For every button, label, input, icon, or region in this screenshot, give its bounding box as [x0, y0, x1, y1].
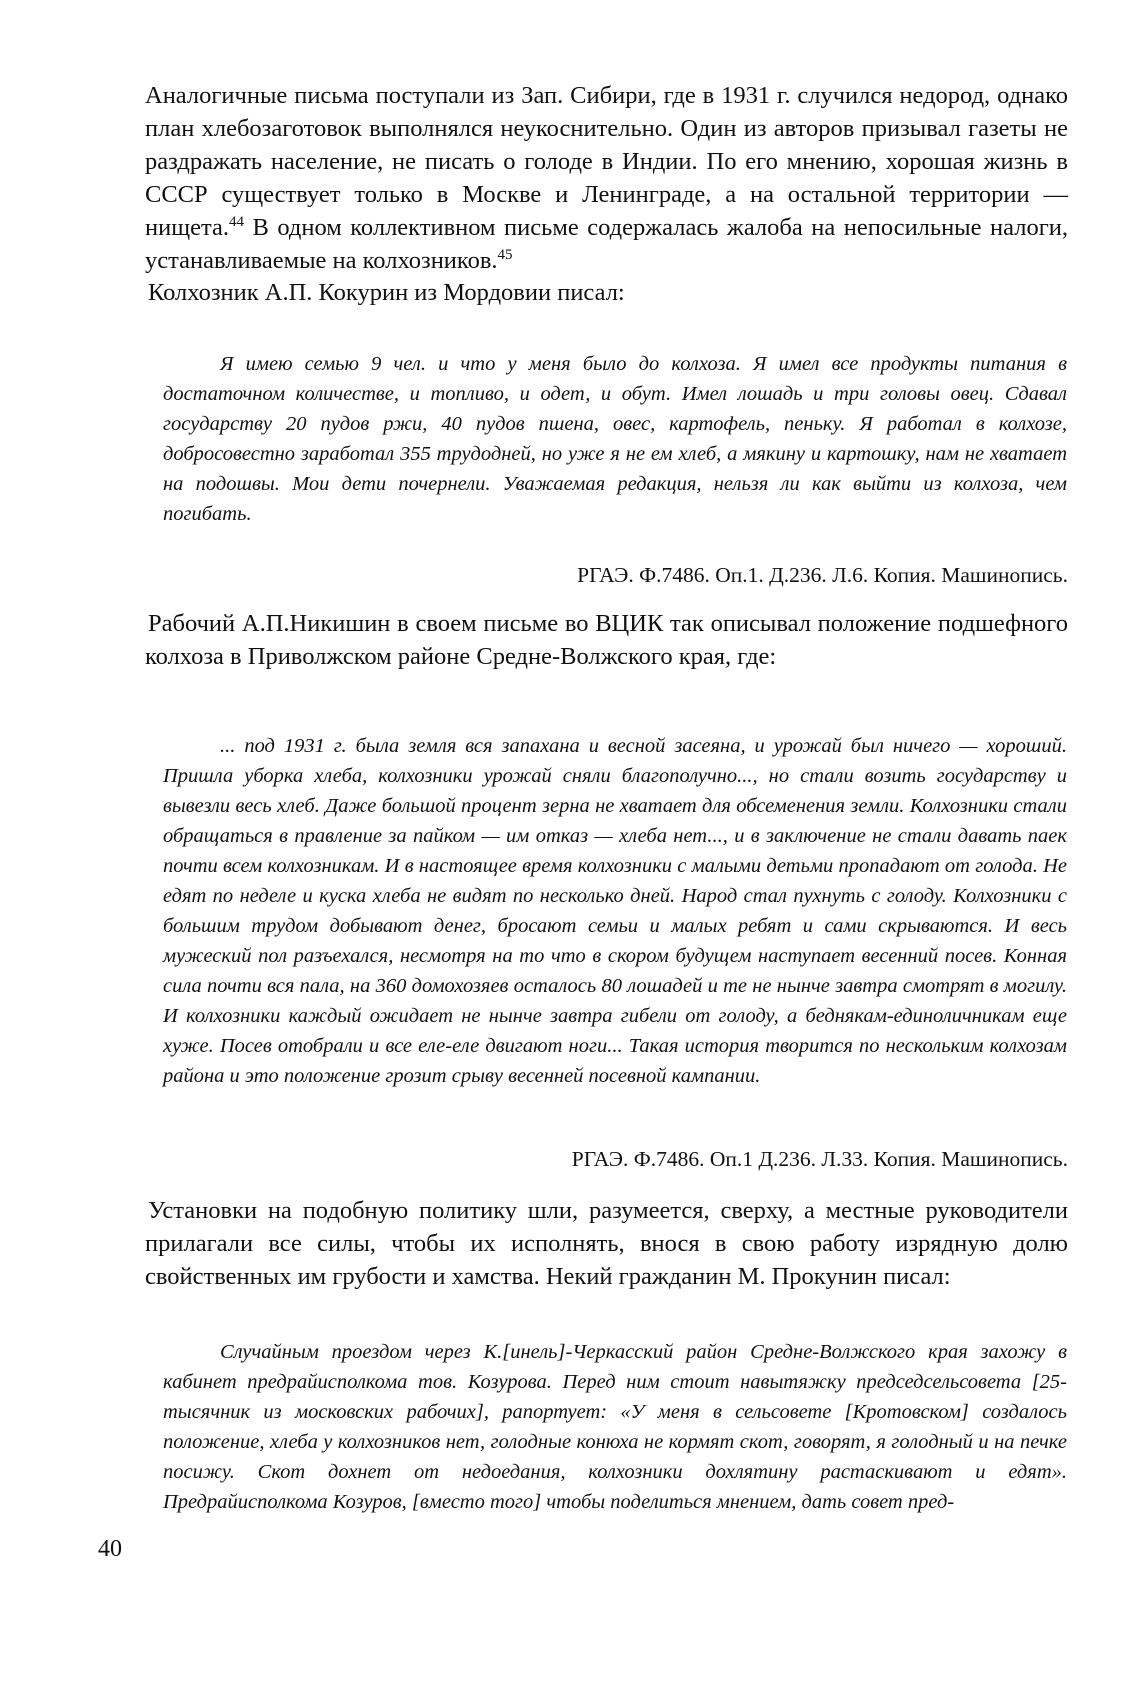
archive-source-citation: РГАЭ. Ф.7486. Оп.1. Д.236. Л.6. Копия. Машинопись.	[577, 563, 1068, 587]
footnote-ref-45: 45	[497, 246, 513, 263]
paragraph-prokunin-intro: Установки на подобную политику шли, разумеется, сверху, а местные руководители прилагали все силы, чтобы их исполнять, внося в свою работу изрядную долю свойственных им грубости и хамства. Некий гражданин М. Прокунин писал:	[145, 1197, 1068, 1290]
archive-source-citation: РГАЭ. Ф.7486. Оп.1 Д.236. Л.33. Копия. Машинопись.	[571, 1147, 1068, 1171]
paragraph-nikishin-intro: Рабочий А.П.Никишин в своем письме во ВЦИК так описывал положение подшефного колхоза в Приволжском районе Средне-Волжского края, где:	[145, 610, 1068, 670]
paragraph-siberia-letters	[145, 79, 1068, 277]
paragraph-kokurin-intro: Колхозник А.П. Кокурин из Мордовии писал:	[148, 279, 625, 306]
quote-nikishin-letter	[163, 731, 1067, 1091]
quote-text: Я имею семью 9 чел. и что у меня было до колхоза. Я имел все продукты питания в достаточном количестве, и топливо, и одет, и обут. Имел лошадь и три головы овец. Сдавал государству 20 пудов ржи, 40 пудов пшена, овес, картофель, пеньку. Я работал в колхозе, добросовестно заработал 355 трудодней, но уже я не ем хлеб, а мякину и картошку, нам не хватает на подошвы. Мои дети почернели. Уважаемая редакция, нельзя ли как выйти из колхоза, чем погибать.	[163, 353, 1067, 525]
quote-text: Случайным проездом через К.[инель]-Черкасский район Средне-Волжского края захожу в кабинет предрайисполкома тов. Козурова. Перед ним стоит навытяжку председсельсовета [25-тысячник из московских рабочих], рапортует: «У меня в сельсовете [Кротовском] создалось положение, хлеба у колхозников нет, голодные конюха не кормят скот, говорят, я голодный и на печке посижу. Скот дохнет от недоедания, колхозники дохлятину растаскивают и едят». Предрайисполкома Козуров, [вместо того] чтобы поделиться мнением, дать совет пред-	[163, 1341, 1067, 1513]
quote-kokurin-letter	[163, 349, 1067, 529]
paragraph-text: В одном коллективном письме содержалась жалоба на непосильные налоги, устанавливаемые на колхозников.	[145, 214, 1068, 274]
quote-text: ... под 1931 г. была земля вся запахана и весной засеяна, и урожай был ничего — хороший. Пришла уборка хлеба, колхозники урожай сняли благополучно..., но стали возить государству и вывезли весь хлеб. Даже большой процент зерна не хватает для обсеменения земли. Колхозники стали обращаться в правление за пайком — им отказ — хлеба нет..., и в заключение не стали давать паек почти всем колхозникам. И в настоящее время колхозники с малыми детьми пропадают от голода. Не едят по неделе и куска хлеба не видят по несколько дней. Народ стал пухнуть с голоду. Колхозники с большим трудом добывают денег, бросают семьи и малых ребят и сами скрываются. И весь мужеский пол разъехался, несмотря на то что в скором будущем наступает весенний посев. Конная сила почти вся пала, на 360 домохозяев осталось 80 лошадей и те не нынче завтра смотрят в могилу. И колхозники каждый ожидает не нынче завтра гибели от голоду, а беднякам-единоличникам еще хуже. Посев отобрали и все еле-еле двигают ноги... Такая история творится по нескольким колхозам района и это положение грозит срыву весенней посевной кампании.	[163, 735, 1067, 1087]
paragraph-text: Аналогичные письма поступали из Зап. Сибири, где в 1931 г. случился недород, однако план хлебозаготовок выполнялся неукоснительно. Один из авторов призывал газеты не раздражать население, не писать о голоде в Индии. По его мнению, хорошая жизнь в СССР существует только в Москве и Ленинграде, а на остальной территории — нищета.	[145, 82, 1068, 241]
footnote-ref-44: 44	[228, 213, 244, 230]
page-number: 40	[98, 1536, 122, 1562]
quote-prokunin-letter	[163, 1337, 1067, 1517]
